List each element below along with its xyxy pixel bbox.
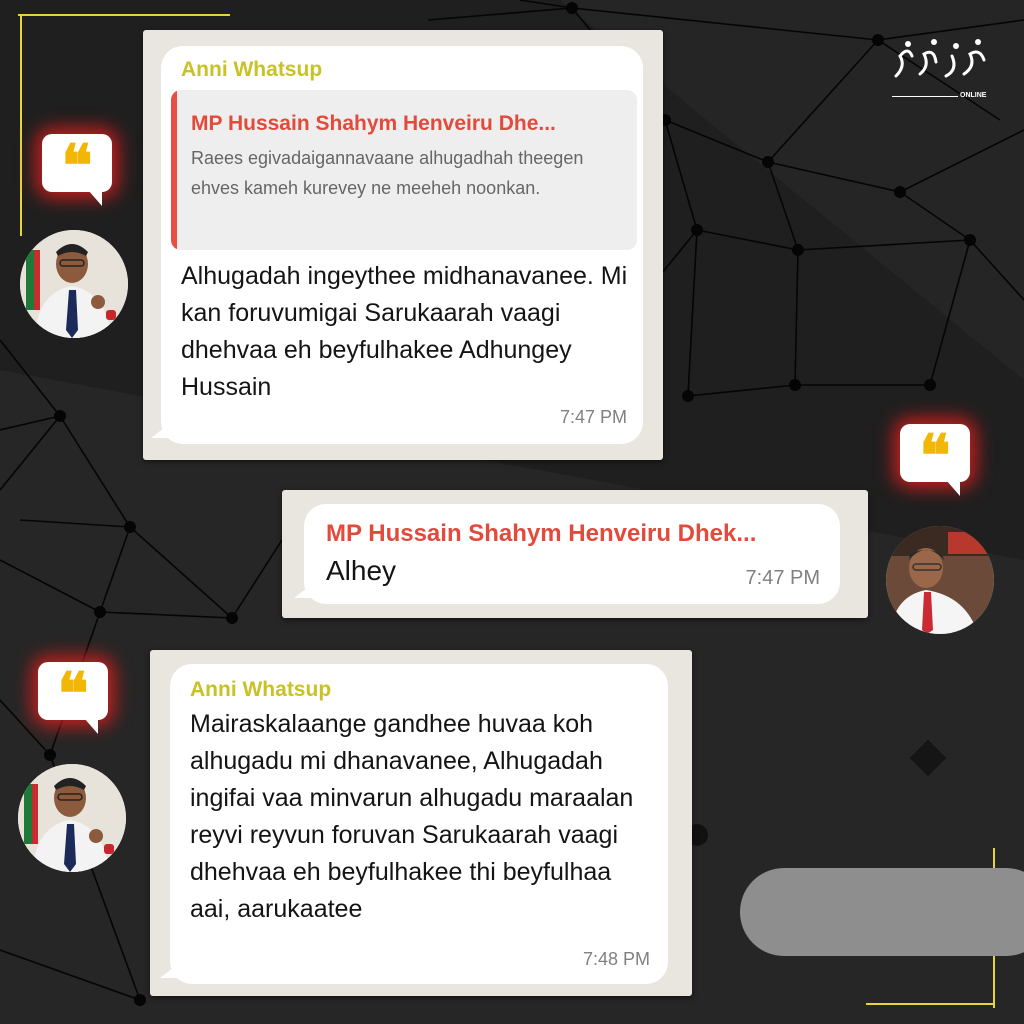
message-text: Mairaskalaange gandhee huvaa koh alhugadu mi dhanavanee, Alhugadah ingifai vaa minvarun alhugadu maraalan reyvi reyvun foruvan Sarukaarah vaagi dhehvaa eh beyfulhakee thi beyfulhaa aai, aarukaatee bbox=[190, 710, 634, 923]
quoted-message[interactable] bbox=[171, 90, 637, 250]
avatar-sender-left bbox=[20, 230, 128, 338]
quote-marks: ❝ bbox=[919, 422, 951, 490]
logo-label: ONLINE bbox=[960, 92, 987, 99]
brand-logo bbox=[890, 36, 990, 104]
quote-icon bbox=[38, 660, 108, 728]
quote-icon bbox=[42, 132, 112, 200]
message-card-1 bbox=[143, 30, 663, 460]
quoted-sender-name: MP Hussain Shahym Henveiru Dhe... bbox=[191, 112, 556, 135]
avatar-sender-left bbox=[18, 764, 126, 872]
person-avatar-icon bbox=[20, 230, 128, 338]
message-time: 7:47 PM bbox=[559, 407, 627, 427]
message-text: Alhey bbox=[326, 555, 397, 586]
message-bubble-1[interactable] bbox=[161, 46, 643, 444]
frame-line-bottom bbox=[866, 1003, 994, 1005]
quote-marks: ❝ bbox=[61, 132, 93, 200]
quote-marks: ❝ bbox=[57, 660, 89, 728]
message-card-3 bbox=[150, 650, 692, 996]
logo-underline bbox=[892, 96, 958, 97]
message-time: 7:47 PM bbox=[745, 567, 820, 589]
message-time: 7:48 PM bbox=[582, 949, 650, 969]
message-text: Alhugadah ingeythee midhanavanee. Mi kan foruvumigai Sarukaarah vaagi dhehvaa eh beyfulhakee Adhungey Hussain bbox=[181, 262, 628, 401]
quote-icon bbox=[900, 422, 970, 490]
sender-name: Anni Whatsup bbox=[190, 678, 332, 701]
quoted-text: Raees egivadaigannavaane alhugadhah theegen ehves kameh kurevey ne meeheh noonkan. bbox=[191, 148, 584, 198]
frame-line-top bbox=[18, 14, 230, 16]
quote-bar bbox=[171, 90, 177, 250]
message-card-2 bbox=[282, 490, 868, 618]
frame-line-left bbox=[20, 14, 22, 236]
avatar-sender-right bbox=[886, 526, 994, 634]
brand-logo-icon bbox=[890, 36, 990, 88]
sender-name: Anni Whatsup bbox=[181, 58, 323, 81]
person-avatar-icon bbox=[886, 526, 994, 634]
message-bubble-2[interactable] bbox=[304, 504, 840, 604]
message-bubble-3[interactable] bbox=[170, 664, 668, 984]
person-avatar-icon bbox=[18, 764, 126, 872]
decorative-pill bbox=[740, 868, 1024, 956]
sender-name: MP Hussain Shahym Henveiru Dhek... bbox=[326, 520, 757, 547]
